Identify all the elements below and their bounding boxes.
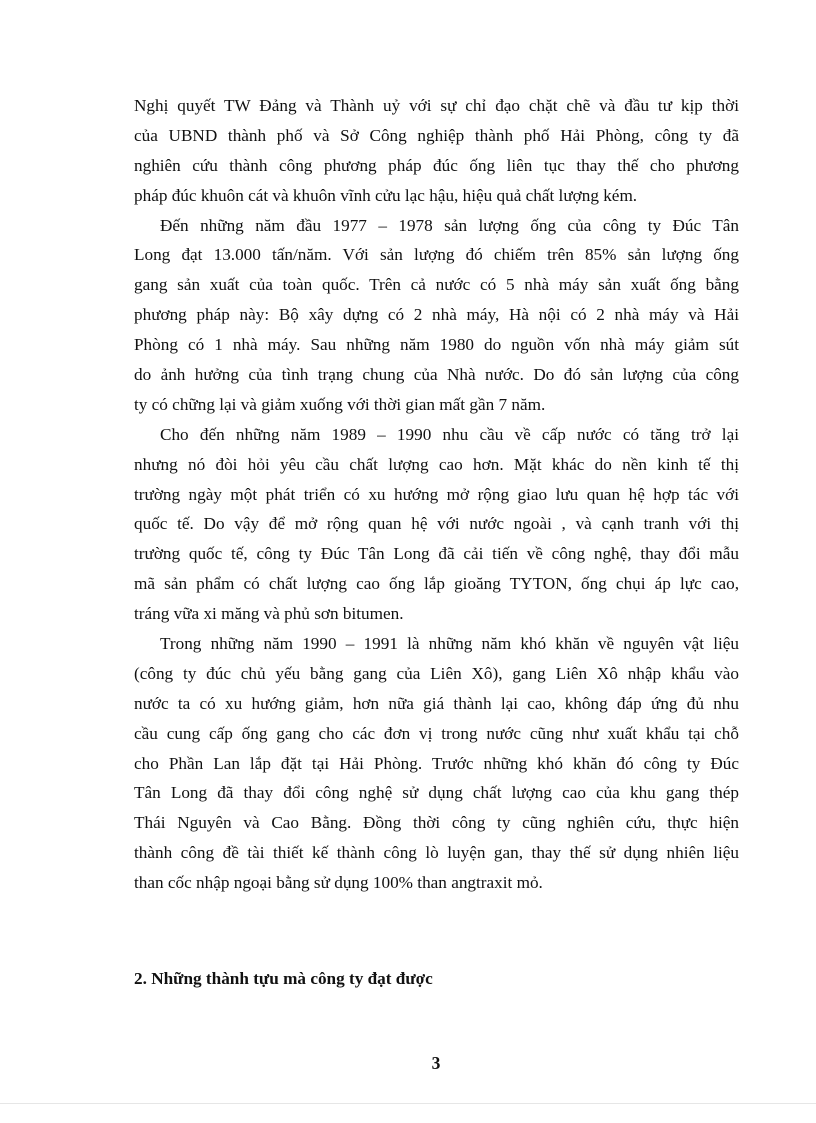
text-line: trường quốc tế, công ty Đúc Tân Long đã cải tiến về công nghệ, thay đổi mẫu (134, 544, 739, 564)
text-line: than cốc nhập ngoại bằng sử dụng 100% than angtraxit mỏ. (134, 873, 543, 893)
text-line: ty có chững lại và giảm xuống với thời gian mất gần 7 năm. (134, 394, 546, 414)
paragraph (134, 420, 739, 629)
text-line: nước ta có xu hướng giảm, hơn nữa giá thành lại cao, không đáp ứng đủ nhu (134, 693, 739, 713)
paragraph (134, 629, 739, 898)
text-line: cầu cung cấp ống gang cho các đơn vị trong nước cũng như xuất khẩu tại chỗ (134, 723, 739, 743)
paragraph (134, 91, 739, 211)
text-line: nghiên cứu thành công phương pháp đúc ống liên tục thay thế cho phương (134, 155, 739, 175)
text-line: Cho đến những năm 1989 – 1990 nhu cầu về cấp nước có tăng trở lại (160, 424, 739, 444)
text-line: phương pháp này: Bộ xây dựng có 2 nhà máy, Hà nội có 2 nhà máy và Hải (134, 305, 739, 325)
text-line: Trong những năm 1990 – 1991 là những năm khó khăn về nguyên vật liệu (160, 634, 739, 654)
text-line: mã sản phẩm có chất lượng cao ống lắp gioăng TYTON, ống chụi áp lực cao, (134, 574, 739, 594)
body-text (134, 91, 739, 898)
text-line: thành công đề tài thiết kế thành công lò luyện gan, thay thế sử dụng nhiên liệu (134, 843, 739, 863)
text-line: nhưng nó đòi hỏi yêu cầu chất lượng cao hơn. Mặt khác do nền kinh tế thị (134, 454, 739, 474)
text-line: Đến những năm đầu 1977 – 1978 sản lượng ống của công ty Đúc Tân (160, 215, 739, 235)
text-line: cho Phần Lan lắp đặt tại Hải Phòng. Trước những khó khăn đó công ty Đúc (134, 753, 739, 773)
text-line: Tân Long đã thay đổi công nghệ sử dụng chất lượng cao của khu gang thép (134, 783, 739, 803)
text-line: do ảnh hưởng của tình trạng chung của Nhà nước. Do đó sản lượng của công (134, 365, 739, 385)
text-line: Nghị quyết TW Đảng và Thành uỷ với sự chỉ đạo chặt chẽ và đầu tư kịp thời (134, 96, 739, 115)
paragraph (134, 211, 739, 420)
footer-divider (0, 1103, 816, 1104)
page-number: 3 (431, 1053, 441, 1073)
text-line: Long đạt 13.000 tấn/năm. Với sản lượng đó chiếm trên 85% sản lượng ống (134, 245, 739, 265)
text-line: tráng vữa xi măng và phủ sơn bitumen. (134, 604, 404, 624)
section-heading: 2. Những thành tựu mà công ty đạt được (134, 969, 433, 988)
text-line: trường ngày một phát triển có xu hướng mở rộng giao lưu quan hệ hợp tác với (134, 484, 739, 504)
text-line: Thái Nguyên và Cao Bằng. Đồng thời công ty cũng nghiên cứu, thực hiện (134, 813, 739, 833)
text-line: (công ty đúc chủ yếu bằng gang của Liên Xô), gang Liên Xô nhập khẩu vào (134, 663, 739, 683)
text-line: quốc tế. Do vậy để mở rộng quan hệ với nước ngoài , và cạnh tranh với thị (134, 514, 739, 534)
text-line: Phòng có 1 nhà máy. Sau những năm 1980 do nguồn vốn nhà máy giảm sút (134, 335, 739, 355)
text-line: gang sản xuất của toàn quốc. Trên cả nước có 5 nhà máy sản xuất ống bằng (134, 275, 739, 295)
text-line: của UBND thành phố và Sở Công nghiệp thành phố Hải Phòng, công ty đã (134, 125, 739, 145)
text-line: pháp đúc khuôn cát và khuôn vĩnh cửu lạc hậu, hiệu quả chất lượng kém. (134, 185, 638, 205)
